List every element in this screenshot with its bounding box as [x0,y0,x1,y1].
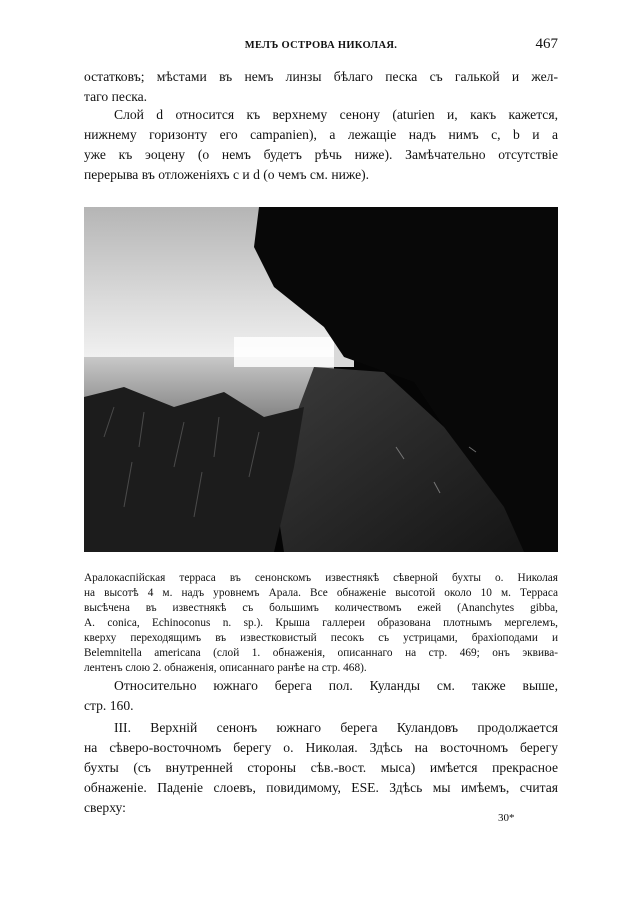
text-line: на сѣверо-восточномъ берегу о. Николая. Здѣсь на восточномъ берегу [84,740,558,755]
text-line: III. Верхній сенонъ южнаго берега Куландовъ продолжается [114,720,558,735]
signature-mark: 30* [498,812,515,824]
text-line: Слой d относится къ верхнему сенону (aturien и, какъ кажется, [114,107,558,122]
paragraph-1 [84,67,558,107]
running-title: МЕЛЪ ОСТРОВА НИКОЛАЯ. [244,40,398,51]
text-line: бухты (съ внутренней стороны сѣв.-вост. мыса) имѣется прекрасное [84,760,558,775]
text-line: остатковъ; мѣстами въ немъ линзы бѣлаго песка съ галькой и жел- [84,69,558,84]
text-line: стр. 160. [84,698,134,713]
caption-line: на высотѣ 4 м. надъ уровнемъ Арала. Все обнаженіе высотой около 10 м. Терраса [84,587,558,599]
photo-illustration [84,207,558,552]
caption-line: высѣчена въ известнякѣ съ большимъ количествомъ ежей (Ananchytes gibba, [84,602,558,614]
caption-line: Belemnitella americana (слой 1. обнаженія, описаннаго на стр. 469; онъ эквива- [84,647,558,659]
paragraph-2 [84,105,558,185]
text-line: перерыва въ отложеніяхъ c и d (о чемъ см. ниже). [84,167,370,182]
caption-line: A. conica, Echinoconus n. sp.). Крыша галлереи образована плотнымъ мергелемъ, [84,617,558,629]
paragraph-4 [84,718,558,818]
running-head [84,36,558,56]
text-line: нижнему горизонту его campanien), а лежащіе надъ нимъ c, b и a [84,127,558,142]
caption-line: лентенъ слою 2. обнаженія, описаннаго ранѣе на стр. 468). [84,662,367,674]
text-line: сверху: [84,800,126,815]
text-line: таго песка. [84,89,148,104]
text-line: уже къ эоцену (о немъ будетъ рѣчь ниже). Замѣчательно отсутствіе [84,147,558,162]
figure-caption [84,571,558,676]
paragraph-3 [84,676,558,716]
text-line: Относительно южнаго берега пол. Куланды см. также выше, [114,678,558,693]
terrace-photograph [84,207,558,552]
caption-line: Аралокаспійская терраса въ сенонскомъ известнякѣ сѣверной бухты о. Николая [84,572,558,584]
text-line: обнаженіе. Паденіе слоевъ, повидимому, ESE. Здѣсь мы имѣемъ, считая [84,780,558,795]
caption-line: кверху переходящимъ въ известковистый песокъ съ устрицами, брахіоподами и [84,632,558,644]
page-number: 467 [535,36,558,52]
